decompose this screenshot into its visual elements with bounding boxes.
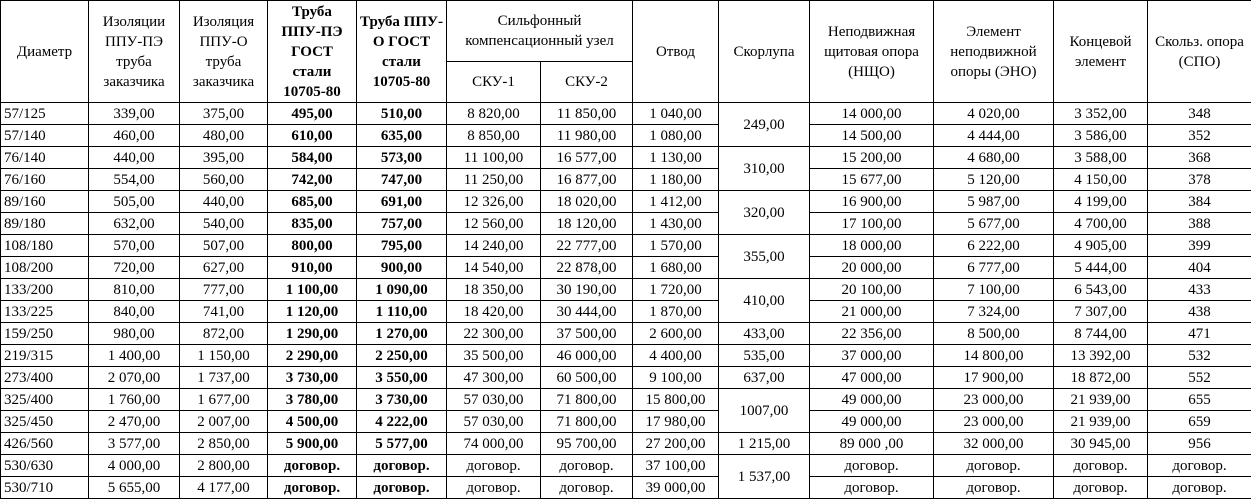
table-row	[1, 235, 1251, 257]
ppu-pe-customer-cell: 720,00	[89, 257, 180, 279]
pipe-ppu-o-cell: 1 090,00	[357, 279, 447, 301]
sku2-cell: 30 444,00	[541, 301, 633, 323]
sku1-cell: 47 300,00	[447, 367, 541, 389]
table-row	[1, 411, 1251, 433]
end-element-cell: 21 939,00	[1054, 389, 1148, 411]
fixed-support-cell: 17 100,00	[810, 213, 934, 235]
ppu-pe-customer-cell: 810,00	[89, 279, 180, 301]
bend-cell: 1 430,00	[633, 213, 719, 235]
pipe-ppu-o-cell: 3 730,00	[357, 389, 447, 411]
end-element-cell: договор.	[1054, 455, 1148, 477]
shell-cell: 410,00	[719, 279, 810, 323]
ppu-pe-customer-cell: 3 577,00	[89, 433, 180, 455]
pipe-ppu-o-cell: 757,00	[357, 213, 447, 235]
fixed-element-cell: 6 777,00	[934, 257, 1054, 279]
diameter-cell: 530/710	[1, 477, 89, 499]
pipe-ppu-o-cell: 1 270,00	[357, 323, 447, 345]
diameter-cell: 57/125	[1, 103, 89, 125]
diameter-cell: 76/160	[1, 169, 89, 191]
table-row	[1, 103, 1251, 125]
fixed-element-cell: 4 020,00	[934, 103, 1054, 125]
diameter-cell: 133/200	[1, 279, 89, 301]
header-bellows-unit: Сильфонный компенсационный узел	[447, 1, 633, 62]
table-row	[1, 279, 1251, 301]
table-row	[1, 301, 1251, 323]
fixed-support-cell: 15 677,00	[810, 169, 934, 191]
pipe-ppu-o-cell: 510,00	[357, 103, 447, 125]
sku1-cell: 12 560,00	[447, 213, 541, 235]
sku2-cell: 71 800,00	[541, 389, 633, 411]
pipe-ppu-o-cell: 5 577,00	[357, 433, 447, 455]
pipe-ppu-pe-cell: 3 730,00	[268, 367, 357, 389]
fixed-element-cell: 17 900,00	[934, 367, 1054, 389]
shell-cell: 249,00	[719, 103, 810, 147]
pipe-ppu-pe-cell: 1 120,00	[268, 301, 357, 323]
table-row	[1, 323, 1251, 345]
pipe-ppu-pe-cell: 685,00	[268, 191, 357, 213]
sku2-cell: 46 000,00	[541, 345, 633, 367]
shell-cell: 1007,00	[719, 389, 810, 433]
table-row	[1, 191, 1251, 213]
bend-cell: 1 870,00	[633, 301, 719, 323]
sliding-support-cell: 368	[1148, 147, 1251, 169]
bend-cell: 15 800,00	[633, 389, 719, 411]
sku2-cell: 11 850,00	[541, 103, 633, 125]
fixed-support-cell: 14 500,00	[810, 125, 934, 147]
sku2-cell: 18 020,00	[541, 191, 633, 213]
sku2-cell: 71 800,00	[541, 411, 633, 433]
pipe-ppu-o-cell: договор.	[357, 455, 447, 477]
table-body	[1, 103, 1251, 499]
fixed-element-cell: 7 100,00	[934, 279, 1054, 301]
ppu-pe-customer-cell: 1 760,00	[89, 389, 180, 411]
sliding-support-cell: 384	[1148, 191, 1251, 213]
sku2-cell: 11 980,00	[541, 125, 633, 147]
diameter-cell: 530/630	[1, 455, 89, 477]
sliding-support-cell: 433	[1148, 279, 1251, 301]
sku1-cell: 8 820,00	[447, 103, 541, 125]
sliding-support-cell: 348	[1148, 103, 1251, 125]
ppu-o-customer-cell: 2 007,00	[180, 411, 268, 433]
pipe-ppu-pe-cell: 800,00	[268, 235, 357, 257]
fixed-support-cell: 47 000,00	[810, 367, 934, 389]
fixed-support-cell: 22 356,00	[810, 323, 934, 345]
header-sku1: СКУ-1	[447, 62, 541, 103]
end-element-cell: 13 392,00	[1054, 345, 1148, 367]
end-element-cell: договор.	[1054, 477, 1148, 499]
sliding-support-cell: 438	[1148, 301, 1251, 323]
pipe-ppu-o-cell: 4 222,00	[357, 411, 447, 433]
header-pipe-ppu-pe: Труба ППУ-ПЭ ГОСТ стали 10705-80	[268, 1, 357, 103]
pipe-ppu-pe-cell: 1 290,00	[268, 323, 357, 345]
fixed-element-cell: 4 444,00	[934, 125, 1054, 147]
ppu-o-customer-cell: 1 737,00	[180, 367, 268, 389]
shell-cell: 637,00	[719, 367, 810, 389]
fixed-support-cell: 21 000,00	[810, 301, 934, 323]
ppu-o-customer-cell: 395,00	[180, 147, 268, 169]
ppu-o-customer-cell: 627,00	[180, 257, 268, 279]
sku1-cell: 57 030,00	[447, 411, 541, 433]
sliding-support-cell: 659	[1148, 411, 1251, 433]
end-element-cell: 18 872,00	[1054, 367, 1148, 389]
pipe-ppu-o-cell: договор.	[357, 477, 447, 499]
pipe-ppu-pe-cell: 584,00	[268, 147, 357, 169]
ppu-o-customer-cell: 540,00	[180, 213, 268, 235]
sku2-cell: 30 190,00	[541, 279, 633, 301]
pipe-ppu-o-cell: 900,00	[357, 257, 447, 279]
ppu-o-customer-cell: 560,00	[180, 169, 268, 191]
sliding-support-cell: 471	[1148, 323, 1251, 345]
shell-cell: 535,00	[719, 345, 810, 367]
header-shell: Скорлупа	[719, 1, 810, 103]
shell-cell: 433,00	[719, 323, 810, 345]
sku1-cell: 12 326,00	[447, 191, 541, 213]
sliding-support-cell: 956	[1148, 433, 1251, 455]
ppu-o-customer-cell: 480,00	[180, 125, 268, 147]
diameter-cell: 108/200	[1, 257, 89, 279]
header-ppu-pe-customer: Изоляции ППУ-ПЭ труба заказчика	[89, 1, 180, 103]
pipe-ppu-pe-cell: 910,00	[268, 257, 357, 279]
sliding-support-cell: договор.	[1148, 477, 1251, 499]
diameter-cell: 426/560	[1, 433, 89, 455]
pipe-ppu-pe-cell: договор.	[268, 455, 357, 477]
pipe-ppu-o-cell: 747,00	[357, 169, 447, 191]
ppu-o-customer-cell: 872,00	[180, 323, 268, 345]
ppu-pe-customer-cell: 632,00	[89, 213, 180, 235]
pipe-ppu-pe-cell: 495,00	[268, 103, 357, 125]
ppu-pe-customer-cell: 460,00	[89, 125, 180, 147]
sku2-cell: договор.	[541, 477, 633, 499]
shell-cell: 1 537,00	[719, 455, 810, 499]
shell-cell: 320,00	[719, 191, 810, 235]
fixed-element-cell: 23 000,00	[934, 411, 1054, 433]
fixed-element-cell: 5 120,00	[934, 169, 1054, 191]
sku1-cell: 22 300,00	[447, 323, 541, 345]
pipe-ppu-o-cell: 691,00	[357, 191, 447, 213]
sku2-cell: договор.	[541, 455, 633, 477]
sku2-cell: 22 878,00	[541, 257, 633, 279]
pipe-ppu-o-cell: 573,00	[357, 147, 447, 169]
end-element-cell: 7 307,00	[1054, 301, 1148, 323]
ppu-pe-customer-cell: 339,00	[89, 103, 180, 125]
table-row	[1, 345, 1251, 367]
sliding-support-cell: договор.	[1148, 455, 1251, 477]
table-row	[1, 147, 1251, 169]
sliding-support-cell: 552	[1148, 367, 1251, 389]
fixed-element-cell: 8 500,00	[934, 323, 1054, 345]
sku2-cell: 37 500,00	[541, 323, 633, 345]
pipe-ppu-pe-cell: 4 500,00	[268, 411, 357, 433]
ppu-pe-customer-cell: 440,00	[89, 147, 180, 169]
end-element-cell: 3 588,00	[1054, 147, 1148, 169]
header-ppu-o-customer: Изоляция ППУ-О труба заказчика	[180, 1, 268, 103]
fixed-support-cell: договор.	[810, 477, 934, 499]
diameter-cell: 325/400	[1, 389, 89, 411]
header-bend: Отвод	[633, 1, 719, 103]
pipe-ppu-pe-cell: 610,00	[268, 125, 357, 147]
sku1-cell: 18 350,00	[447, 279, 541, 301]
diameter-cell: 133/225	[1, 301, 89, 323]
sku2-cell: 16 877,00	[541, 169, 633, 191]
fixed-support-cell: 20 000,00	[810, 257, 934, 279]
sku1-cell: договор.	[447, 455, 541, 477]
fixed-support-cell: 37 000,00	[810, 345, 934, 367]
fixed-support-cell: 18 000,00	[810, 235, 934, 257]
fixed-support-cell: 49 000,00	[810, 389, 934, 411]
ppu-o-customer-cell: 1 150,00	[180, 345, 268, 367]
table-row	[1, 477, 1251, 499]
ppu-o-customer-cell: 507,00	[180, 235, 268, 257]
sliding-support-cell: 388	[1148, 213, 1251, 235]
bend-cell: 1 680,00	[633, 257, 719, 279]
ppu-o-customer-cell: 2 850,00	[180, 433, 268, 455]
ppu-o-customer-cell: 741,00	[180, 301, 268, 323]
shell-cell: 355,00	[719, 235, 810, 279]
bend-cell: 27 200,00	[633, 433, 719, 455]
fixed-element-cell: 7 324,00	[934, 301, 1054, 323]
table-row	[1, 213, 1251, 235]
sku1-cell: 18 420,00	[447, 301, 541, 323]
pipe-ppu-pe-cell: 5 900,00	[268, 433, 357, 455]
diameter-cell: 159/250	[1, 323, 89, 345]
table-row	[1, 433, 1251, 455]
end-element-cell: 5 444,00	[1054, 257, 1148, 279]
bend-cell: 1 570,00	[633, 235, 719, 257]
end-element-cell: 30 945,00	[1054, 433, 1148, 455]
pipe-ppu-pe-cell: договор.	[268, 477, 357, 499]
fixed-support-cell: 20 100,00	[810, 279, 934, 301]
diameter-cell: 219/315	[1, 345, 89, 367]
ppu-pe-customer-cell: 980,00	[89, 323, 180, 345]
bend-cell: 1 080,00	[633, 125, 719, 147]
bend-cell: 39 000,00	[633, 477, 719, 499]
bend-cell: 37 100,00	[633, 455, 719, 477]
sku1-cell: 14 540,00	[447, 257, 541, 279]
fixed-element-cell: 23 000,00	[934, 389, 1054, 411]
sliding-support-cell: 532	[1148, 345, 1251, 367]
ppu-pe-customer-cell: 4 000,00	[89, 455, 180, 477]
end-element-cell: 3 586,00	[1054, 125, 1148, 147]
ppu-pe-customer-cell: 5 655,00	[89, 477, 180, 499]
sku2-cell: 95 700,00	[541, 433, 633, 455]
sliding-support-cell: 404	[1148, 257, 1251, 279]
sku1-cell: 57 030,00	[447, 389, 541, 411]
header-diameter: Диаметр	[1, 1, 89, 103]
pipe-ppu-o-cell: 3 550,00	[357, 367, 447, 389]
pipe-ppu-pe-cell: 2 290,00	[268, 345, 357, 367]
sku1-cell: договор.	[447, 477, 541, 499]
end-element-cell: 4 700,00	[1054, 213, 1148, 235]
diameter-cell: 108/180	[1, 235, 89, 257]
table-row	[1, 367, 1251, 389]
end-element-cell: 6 543,00	[1054, 279, 1148, 301]
fixed-support-cell: 49 000,00	[810, 411, 934, 433]
header-sku2: СКУ-2	[541, 62, 633, 103]
table-row	[1, 125, 1251, 147]
sliding-support-cell: 399	[1148, 235, 1251, 257]
pipe-ppu-o-cell: 2 250,00	[357, 345, 447, 367]
end-element-cell: 4 150,00	[1054, 169, 1148, 191]
ppu-pe-customer-cell: 2 470,00	[89, 411, 180, 433]
end-element-cell: 8 744,00	[1054, 323, 1148, 345]
sku1-cell: 74 000,00	[447, 433, 541, 455]
table-row	[1, 257, 1251, 279]
fixed-element-cell: 14 800,00	[934, 345, 1054, 367]
diameter-cell: 89/160	[1, 191, 89, 213]
fixed-support-cell: договор.	[810, 455, 934, 477]
ppu-pe-customer-cell: 554,00	[89, 169, 180, 191]
ppu-o-customer-cell: 4 177,00	[180, 477, 268, 499]
sku1-cell: 11 250,00	[447, 169, 541, 191]
ppu-o-customer-cell: 777,00	[180, 279, 268, 301]
end-element-cell: 21 939,00	[1054, 411, 1148, 433]
pipe-ppu-o-cell: 1 110,00	[357, 301, 447, 323]
ppu-pe-customer-cell: 2 070,00	[89, 367, 180, 389]
fixed-support-cell: 15 200,00	[810, 147, 934, 169]
bend-cell: 17 980,00	[633, 411, 719, 433]
pipe-ppu-o-cell: 635,00	[357, 125, 447, 147]
end-element-cell: 4 199,00	[1054, 191, 1148, 213]
sliding-support-cell: 352	[1148, 125, 1251, 147]
end-element-cell: 4 905,00	[1054, 235, 1148, 257]
table-header	[1, 1, 1251, 103]
ppu-pe-customer-cell: 840,00	[89, 301, 180, 323]
ppu-o-customer-cell: 1 677,00	[180, 389, 268, 411]
fixed-support-cell: 89 000 ,00	[810, 433, 934, 455]
fixed-element-cell: договор.	[934, 477, 1054, 499]
diameter-cell: 325/450	[1, 411, 89, 433]
bend-cell: 1 412,00	[633, 191, 719, 213]
shell-cell: 310,00	[719, 147, 810, 191]
bend-cell: 1 040,00	[633, 103, 719, 125]
ppu-pe-customer-cell: 570,00	[89, 235, 180, 257]
diameter-cell: 273/400	[1, 367, 89, 389]
bend-cell: 9 100,00	[633, 367, 719, 389]
header-fixed-element: Элемент неподвижной опоры (ЭНО)	[934, 1, 1054, 103]
pipe-ppu-pe-cell: 3 780,00	[268, 389, 357, 411]
ppu-pe-customer-cell: 1 400,00	[89, 345, 180, 367]
header-pipe-ppu-o: Труба ППУ-О ГОСТ стали 10705-80	[357, 1, 447, 103]
ppu-o-customer-cell: 2 800,00	[180, 455, 268, 477]
ppu-pe-customer-cell: 505,00	[89, 191, 180, 213]
fixed-element-cell: 32 000,00	[934, 433, 1054, 455]
table-row	[1, 455, 1251, 477]
fixed-support-cell: 16 900,00	[810, 191, 934, 213]
bend-cell: 2 600,00	[633, 323, 719, 345]
end-element-cell: 3 352,00	[1054, 103, 1148, 125]
header-sliding-support: Скольз. опора (СПО)	[1148, 1, 1251, 103]
fixed-element-cell: 4 680,00	[934, 147, 1054, 169]
bend-cell: 1 130,00	[633, 147, 719, 169]
shell-cell: 1 215,00	[719, 433, 810, 455]
bend-cell: 1 180,00	[633, 169, 719, 191]
fixed-element-cell: 5 677,00	[934, 213, 1054, 235]
header-end-element: Концевой элемент	[1054, 1, 1148, 103]
pipe-ppu-pe-cell: 835,00	[268, 213, 357, 235]
sku1-cell: 35 500,00	[447, 345, 541, 367]
pipe-ppu-pe-cell: 1 100,00	[268, 279, 357, 301]
sku1-cell: 14 240,00	[447, 235, 541, 257]
diameter-cell: 76/140	[1, 147, 89, 169]
sku1-cell: 11 100,00	[447, 147, 541, 169]
fixed-element-cell: 5 987,00	[934, 191, 1054, 213]
table-row	[1, 169, 1251, 191]
diameter-cell: 89/180	[1, 213, 89, 235]
sku2-cell: 22 777,00	[541, 235, 633, 257]
pipe-ppu-o-cell: 795,00	[357, 235, 447, 257]
ppu-o-customer-cell: 440,00	[180, 191, 268, 213]
ppu-o-customer-cell: 375,00	[180, 103, 268, 125]
diameter-cell: 57/140	[1, 125, 89, 147]
pipe-ppu-pe-cell: 742,00	[268, 169, 357, 191]
header-fixed-support: Неподвижная щитовая опора (НЩО)	[810, 1, 934, 103]
sliding-support-cell: 378	[1148, 169, 1251, 191]
sliding-support-cell: 655	[1148, 389, 1251, 411]
bend-cell: 4 400,00	[633, 345, 719, 367]
sku2-cell: 18 120,00	[541, 213, 633, 235]
sku2-cell: 16 577,00	[541, 147, 633, 169]
fixed-support-cell: 14 000,00	[810, 103, 934, 125]
fixed-element-cell: договор.	[934, 455, 1054, 477]
table-row	[1, 389, 1251, 411]
sku2-cell: 60 500,00	[541, 367, 633, 389]
bend-cell: 1 720,00	[633, 279, 719, 301]
sku1-cell: 8 850,00	[447, 125, 541, 147]
fixed-element-cell: 6 222,00	[934, 235, 1054, 257]
